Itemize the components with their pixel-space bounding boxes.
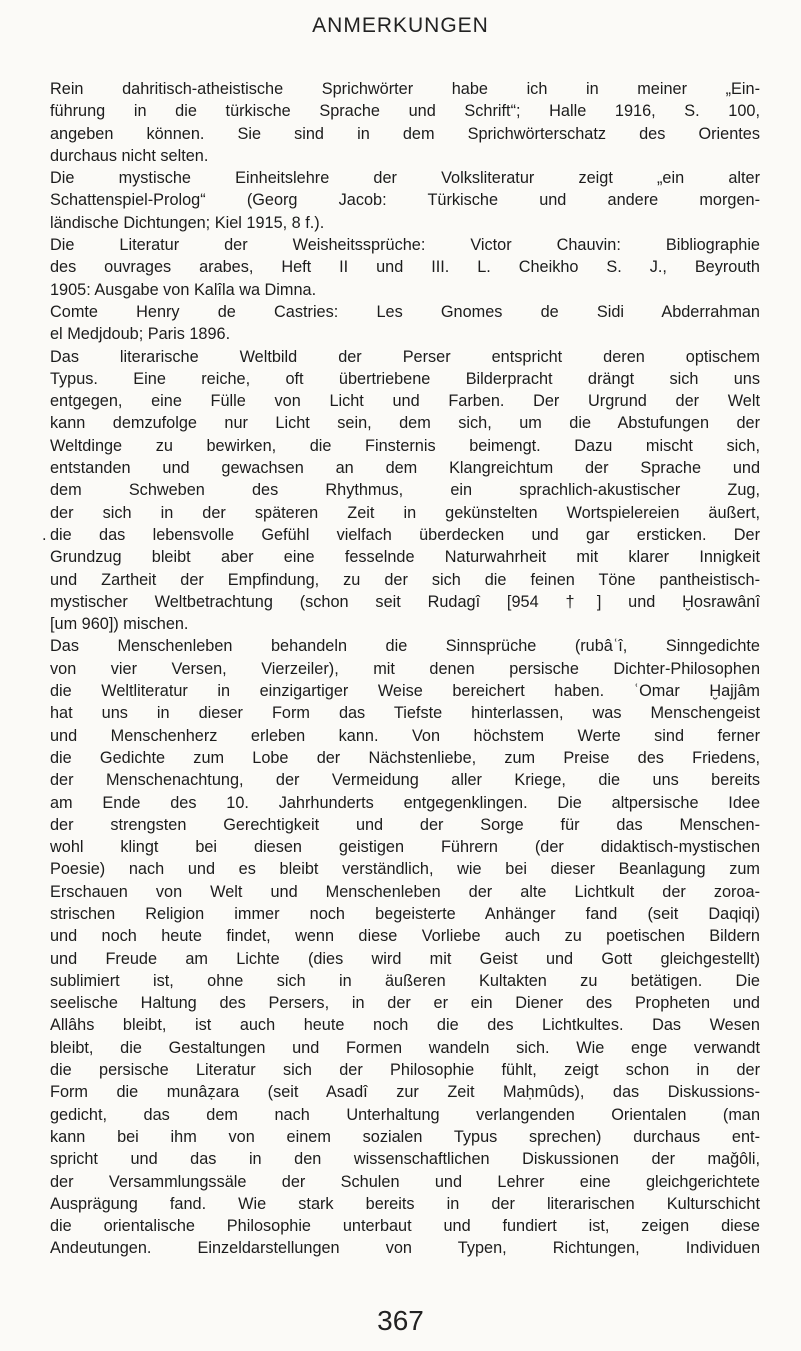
text-line (50, 1126, 760, 1148)
text-line (50, 435, 760, 457)
text-line-content: Comte Henry de Castries: Les Gnomes de Sidi Abderrahman (50, 302, 760, 321)
text-line-content: Poesie) nach und es bleibt verständlich, wie bei dieser Beanlagung zum (50, 860, 760, 879)
text-line (50, 948, 760, 970)
text-line-content: entgegen, eine Fülle von Licht und Farben. Der Urgrund der Welt (50, 392, 760, 411)
text-line-content: sublimiert ist, ohne sich in äußeren Kultakten zu betätigen. Die (50, 971, 760, 990)
text-line (50, 747, 760, 769)
text-line (50, 256, 760, 278)
running-head: ANMERKUNGEN (312, 14, 489, 37)
text-line (50, 792, 760, 814)
text-line-content: Rein dahritisch-atheistische Sprichwörter habe ich in meiner „Ein- (50, 80, 760, 98)
text-line (50, 725, 760, 747)
text-line-content: el Medjdoub; Paris 1896. (50, 325, 231, 344)
text-line-content: von vier Versen, Vierzeiler), mit denen persische Dichter-Philosophen (50, 659, 760, 678)
text-line-content: strischen Religion immer noch begeisterte Anhänger fand (seit Daqiqi) (50, 904, 760, 923)
text-line-content: führung in die türkische Sprache und Schrift“; Halle 1916, S. 100, (50, 102, 760, 121)
text-line (50, 613, 760, 635)
text-line (50, 279, 760, 301)
page-number: 367 (377, 1305, 424, 1336)
text-line-content: und Menschenherz erleben kann. Von höchstem Werte sind ferner (50, 726, 760, 745)
text-line (50, 546, 760, 568)
text-line (50, 658, 760, 680)
text-line-content: die persische Literatur sich der Philosophie fühlt, zeigt schon in der (50, 1061, 760, 1080)
text-line-content: Grundzug bleibt aber eine fesselnde Naturwahrheit mit klarer Innigkeit (50, 548, 760, 567)
text-line (50, 992, 760, 1014)
text-line (50, 412, 760, 434)
text-line-content: 1905: Ausgabe von Kalîla wa Dimna. (50, 280, 317, 299)
text-line-content: Ausprägung fand. Wie stark bereits in der literarischen Kulturschicht (50, 1194, 760, 1213)
text-line (50, 858, 760, 880)
text-line-content: die orientalische Philosophie unterbaut und fundiert ist, zeigen diese (50, 1217, 760, 1236)
text-line (50, 1171, 760, 1193)
text-line (50, 212, 760, 234)
text-line-content: hat uns in dieser Form das Tiefste hinterlassen, was Menschengeist (50, 704, 760, 723)
text-line (50, 1059, 760, 1081)
text-line (50, 680, 760, 702)
text-line-content: dem Schweben des Rhythmus, ein sprachlich-akustischer Zug, (50, 481, 760, 500)
text-line-content: Allâhs bleibt, ist auch heute noch die des Lichtkultes. Das Wesen (50, 1016, 760, 1035)
text-line-content: Form die munâẓara (seit Asadî zur Zeit Maḥmûds), das Diskussions- (50, 1083, 760, 1102)
text-line-content: ländische Dichtungen; Kiel 1915, 8 f.). (50, 213, 325, 232)
text-line (50, 78, 760, 100)
text-line (50, 1081, 760, 1103)
text-line-content: seelische Haltung des Persers, in der er ein Diener des Propheten und (50, 994, 760, 1013)
body-text (42, 78, 760, 1260)
text-line-content: und noch heute findet, wenn diese Vorliebe auch zu poetischen Bildern (50, 927, 760, 946)
text-line-content: mystischer Weltbetrachtung (schon seit Rudagî [954 †] und Ḫosrawânî (50, 592, 760, 611)
text-line (50, 569, 760, 591)
text-line-content: Die Literatur der Weisheitssprüche: Victor Chauvin: Bibliographie (50, 236, 760, 255)
text-line (50, 1193, 760, 1215)
text-line-content: Die mystische Einheitslehre der Volksliteratur zeigt „ein alter (50, 169, 760, 188)
text-line-content: angeben können. Sie sind in dem Sprichwörterschatz des Orientes (50, 124, 760, 143)
text-line (50, 346, 760, 368)
text-line-content: wohl klingt bei diesen geistigen Führern (der didaktisch-mystischen (50, 838, 760, 857)
text-line-content: [um 960]) mischen. (50, 615, 189, 634)
text-line-content: Weltdinge zu bewirken, die Finsternis beimengt. Dazu mischt sich, (50, 436, 760, 455)
text-line (50, 1237, 760, 1259)
text-line (50, 502, 760, 524)
text-line-content: der strengsten Gerechtigkeit und der Sorge für das Menschen- (50, 815, 760, 834)
text-line-content: Schattenspiel-Prolog“ (Georg Jacob: Türkische und andere morgen- (50, 191, 760, 210)
text-line (50, 100, 760, 122)
text-line-content: Das literarische Weltbild der Perser entspricht deren optischem (50, 347, 760, 366)
text-line (50, 390, 760, 412)
text-line (50, 769, 760, 791)
text-line (50, 234, 760, 256)
text-line-content: kann bei ihm von einem sozialen Typus sprechen) durchaus ent- (50, 1127, 760, 1146)
text-line-content: die Gedichte zum Lobe der Nächstenliebe, zum Preise des Friedens, (50, 748, 760, 767)
text-line-content: des ouvrages arabes, Heft II und III. L. Cheikho S. J., Beyrouth (50, 258, 760, 277)
text-line (50, 635, 760, 657)
text-line-content: spricht und das in den wissenschaftlichen Diskussionen der maǧôli, (50, 1150, 760, 1169)
text-line (50, 1148, 760, 1170)
text-line-content: kann demzufolge nur Licht sein, dem sich, um die Abstufungen der (50, 414, 760, 433)
text-line (50, 167, 760, 189)
text-line (50, 702, 760, 724)
text-line (50, 1104, 760, 1126)
text-line-content: entstanden und gewachsen an dem Klangreichtum der Sprache und (50, 459, 760, 478)
text-line (50, 970, 760, 992)
text-line (50, 814, 760, 836)
text-line-content: der Menschenachtung, der Vermeidung aller Kriege, die uns bereits (50, 771, 760, 790)
text-line (50, 836, 760, 858)
text-line-content: gedicht, das dem nach Unterhaltung verlangenden Orientalen (man (50, 1105, 760, 1124)
text-line (50, 591, 760, 613)
text-line-content: die das lebensvolle Gefühl vielfach überdecken und gar ersticken. Der (50, 525, 760, 544)
text-line-content: der sich in der späteren Zeit in gekünstelten Wortspielereien äußert, (50, 503, 760, 522)
text-line (50, 145, 760, 167)
text-line (50, 301, 760, 323)
text-line-content: der Versammlungssäle der Schulen und Lehrer eine gleichgerichtete (50, 1172, 760, 1191)
text-line (50, 457, 760, 479)
text-line-content: Andeutungen. Einzeldarstellungen von Typen, Richtungen, Individuen (50, 1239, 760, 1258)
text-line-content: die Weltliteratur in einzigartiger Weise bereichert haben. ʿOmar Ḫajjâm (50, 682, 760, 701)
text-line: . die das lebensvolle Gefühl vielfach überdecken und gar ersticken. Der (42, 525, 760, 544)
text-line (50, 368, 760, 390)
text-line (50, 1037, 760, 1059)
text-line (50, 189, 760, 211)
text-line-content: Erschauen von Welt und Menschenleben der alte Lichtkult der zoroa- (50, 882, 760, 901)
text-line (50, 925, 760, 947)
text-line-content: am Ende des 10. Jahrhunderts entgegenklingen. Die altpersische Idee (50, 793, 760, 812)
text-line-content: bleibt, die Gestaltungen und Formen wandeln sich. Wie enge verwandt (50, 1038, 760, 1057)
text-line (50, 1215, 760, 1237)
text-line (50, 323, 760, 345)
text-line (50, 903, 760, 925)
text-line-content: und Freude am Lichte (dies wird mit Geist und Gott gleichgestellt) (50, 949, 760, 968)
text-line (50, 881, 760, 903)
text-line-content: durchaus nicht selten. (50, 146, 209, 165)
text-line-content: Typus. Eine reiche, oft übertriebene Bilderpracht drängt sich uns (50, 369, 760, 388)
text-line (50, 479, 760, 501)
text-line (50, 123, 760, 145)
text-line (50, 1014, 760, 1036)
text-line-content: und Zartheit der Empfindung, zu der sich die feinen Töne pantheistisch- (50, 570, 760, 589)
text-line-content: Das Menschenleben behandeln die Sinnsprüche (rubâʿî, Sinngedichte (50, 637, 760, 656)
